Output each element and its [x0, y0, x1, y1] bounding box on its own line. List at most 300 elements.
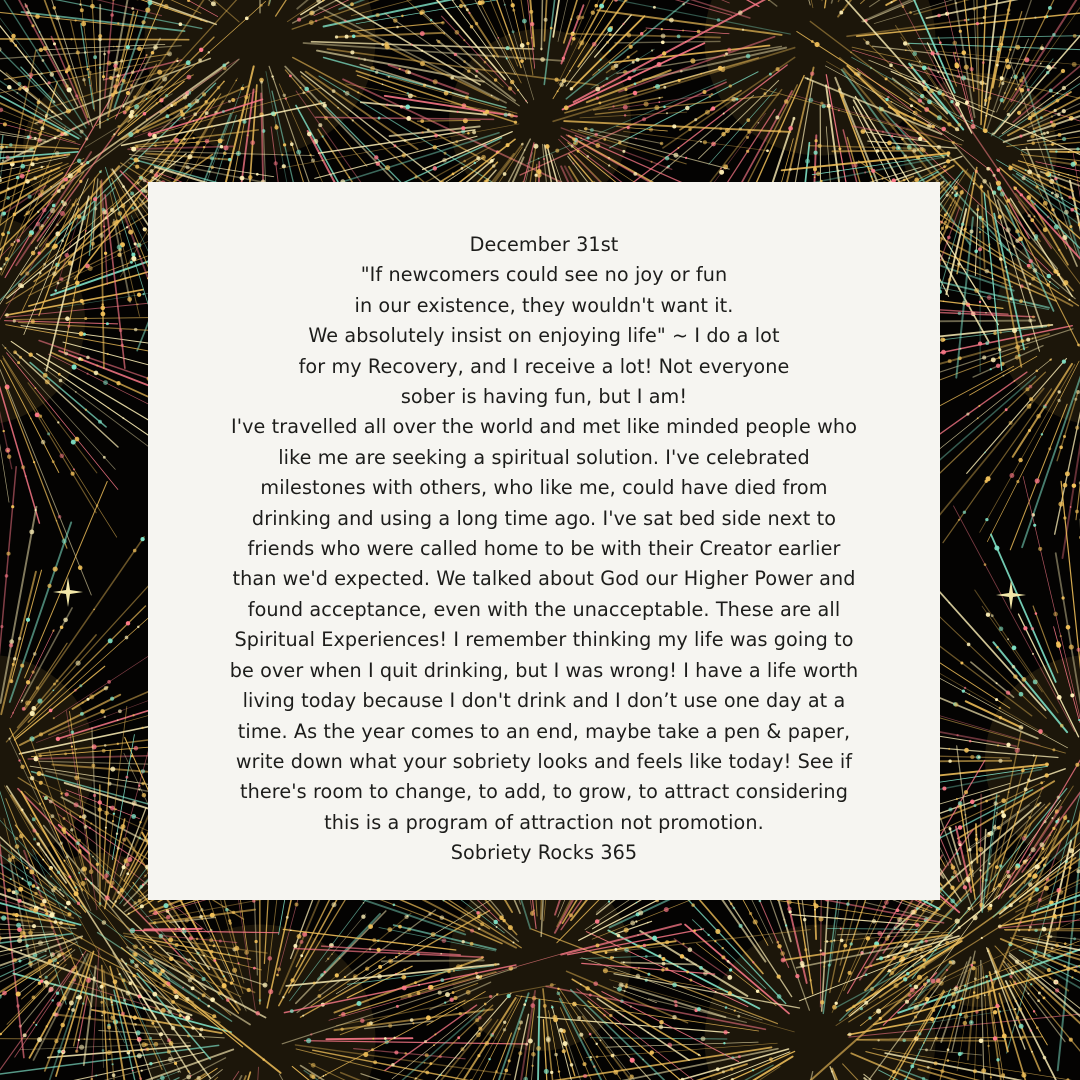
firework-spark	[506, 143, 510, 147]
firework-spark	[80, 8, 84, 12]
firework-spark	[1058, 390, 1061, 393]
firework-spark	[411, 43, 413, 45]
firework-spark	[633, 91, 638, 96]
firework-spark	[466, 8, 469, 11]
firework-spark	[467, 132, 470, 135]
firework-spark	[161, 98, 164, 101]
firework-spark	[223, 151, 227, 155]
firework-spark	[271, 111, 276, 116]
firework-spark	[110, 697, 114, 701]
firework-spark	[63, 618, 68, 623]
firework-spark	[991, 190, 993, 192]
firework-spark	[461, 126, 465, 130]
firework-spark	[985, 341, 989, 345]
firework-spark	[57, 421, 59, 423]
firework-spark	[199, 48, 203, 52]
firework-spark	[111, 0, 115, 1]
firework-spark	[122, 79, 126, 83]
firework-spark	[624, 948, 629, 953]
firework-spark	[104, 686, 108, 690]
firework-spark	[964, 748, 969, 753]
firework-spark	[1031, 627, 1034, 630]
firework-spark	[99, 91, 101, 93]
firework-spark	[21, 465, 25, 469]
firework-spark	[475, 1018, 479, 1022]
firework-spark	[948, 760, 951, 763]
firework-spark	[455, 1007, 457, 1009]
firework-spark	[457, 1036, 460, 1039]
firework-streak	[361, 1074, 508, 1080]
firework-spark	[991, 357, 996, 362]
firework-spark	[344, 19, 347, 22]
firework-spark	[974, 249, 978, 253]
firework-spark	[1012, 665, 1016, 669]
firework-spark	[461, 1047, 465, 1051]
firework-spark	[6, 146, 9, 149]
firework-spark	[551, 1006, 554, 1009]
firework-spark	[103, 380, 108, 385]
firework-spark	[174, 138, 179, 143]
firework-spark	[721, 993, 723, 995]
firework-spark	[966, 413, 969, 416]
firework-spark	[45, 243, 49, 247]
firework-spark	[645, 955, 648, 958]
firework-spark	[617, 987, 622, 992]
firework-spark	[108, 407, 110, 409]
firework-spark	[56, 520, 58, 522]
firework-spark	[685, 157, 687, 159]
firework-spark	[186, 60, 191, 65]
firework-spark	[43, 373, 48, 378]
firework-spark	[88, 266, 93, 271]
firework-spark	[406, 116, 411, 121]
firework-spark	[941, 350, 946, 355]
firework-spark	[0, 108, 3, 113]
firework-spark	[1048, 447, 1051, 450]
firework-spark	[973, 183, 975, 185]
firework-spark	[444, 152, 447, 155]
firework-spark	[1041, 847, 1044, 850]
firework-spark	[606, 77, 609, 80]
firework-spark	[357, 91, 359, 93]
firework-spark	[135, 165, 139, 169]
firework-spark	[688, 947, 693, 952]
firework-spark	[623, 961, 625, 963]
firework-spark	[454, 53, 457, 56]
firework-spark	[241, 87, 244, 90]
firework-spark	[996, 364, 1000, 368]
firework-spark	[508, 925, 513, 930]
firework-spark	[162, 141, 164, 143]
firework-spark	[609, 1014, 612, 1017]
firework-spark	[728, 961, 730, 963]
firework-spark	[884, 900, 889, 905]
firework-spark	[531, 37, 533, 39]
firework-spark	[1006, 743, 1010, 747]
firework-spark	[131, 70, 135, 74]
firework-spark	[736, 98, 739, 101]
firework-spark	[508, 113, 511, 116]
firework-spark	[749, 912, 752, 915]
firework-spark	[1035, 478, 1040, 483]
firework-spark	[182, 141, 186, 145]
firework-spark	[1058, 249, 1060, 251]
firework-spark	[677, 965, 679, 967]
firework-spark	[393, 18, 398, 23]
firework-spark	[672, 1015, 676, 1019]
firework-spark	[666, 112, 668, 114]
firework-spark	[387, 941, 389, 943]
firework-spark	[394, 1050, 398, 1054]
firework-spark	[651, 49, 653, 51]
firework-spark	[716, 1067, 720, 1071]
firework-spark	[20, 164, 25, 169]
firework-spark	[73, 468, 75, 470]
firework-spark	[273, 78, 275, 80]
firework-spark	[662, 51, 666, 55]
firework-spark	[382, 83, 384, 85]
firework-spark	[384, 1037, 387, 1040]
firework-spark	[64, 178, 68, 182]
firework-spark	[64, 753, 67, 756]
firework-spark	[441, 21, 445, 25]
firework-spark	[420, 61, 425, 66]
firework-spark	[724, 1054, 726, 1056]
firework-spark	[75, 391, 77, 393]
firework-spark	[595, 143, 600, 148]
firework-spark	[654, 105, 659, 110]
firework-spark	[544, 18, 548, 22]
firework-spark	[39, 732, 43, 736]
firework-spark	[99, 121, 101, 123]
firework-spark	[13, 657, 16, 660]
firework-spark	[470, 942, 474, 946]
firework-spark	[365, 967, 369, 971]
firework-spark	[378, 965, 382, 969]
firework-spark	[967, 19, 969, 21]
firework-spark	[985, 800, 988, 803]
firework-spark	[135, 129, 139, 133]
firework-spark	[974, 804, 977, 807]
firework-spark	[418, 984, 420, 986]
firework-spark	[35, 247, 38, 250]
firework-spark	[785, 924, 787, 926]
firework-spark	[948, 278, 952, 282]
firework-spark	[550, 27, 553, 30]
firework-spark	[457, 111, 459, 113]
firework-spark	[522, 19, 527, 24]
firework-spark	[795, 974, 799, 978]
firework-spark	[49, 799, 53, 803]
firework-spark	[729, 84, 732, 87]
firework-spark	[271, 75, 273, 77]
firework-spark	[594, 133, 598, 137]
firework-spark	[102, 75, 105, 78]
firework-spark	[536, 1046, 541, 1051]
firework-spark	[358, 57, 360, 59]
firework-spark	[401, 975, 406, 980]
firework-spark	[493, 920, 497, 924]
firework-spark	[622, 1015, 624, 1017]
firework-spark	[58, 515, 62, 519]
firework-spark	[504, 1069, 508, 1073]
firework-spark	[1036, 414, 1041, 419]
firework-spark	[345, 35, 349, 39]
firework-spark	[693, 929, 696, 932]
firework-spark	[1033, 216, 1035, 218]
firework-spark	[408, 93, 413, 98]
firework-spark	[1015, 229, 1019, 233]
firework-spark	[323, 1075, 325, 1077]
firework-spark	[998, 215, 1002, 219]
firework-spark	[6, 196, 10, 200]
firework-spark	[439, 1074, 441, 1076]
firework-spark	[1019, 299, 1023, 303]
firework-spark	[38, 132, 42, 136]
firework-spark	[850, 942, 853, 945]
firework-spark	[116, 74, 119, 77]
firework-spark	[630, 1005, 632, 1007]
firework-spark	[970, 755, 974, 759]
firework-spark	[21, 700, 23, 702]
firework-spark	[603, 138, 606, 141]
firework-spark	[29, 529, 34, 534]
firework-spark	[420, 31, 425, 36]
firework-spark	[1046, 283, 1050, 287]
firework-spark	[717, 18, 721, 22]
firework-spark	[452, 173, 455, 176]
firework-spark	[624, 928, 629, 933]
firework-spark	[976, 237, 978, 239]
firework-spark	[203, 146, 205, 148]
firework-spark	[1, 232, 5, 236]
firework-spark	[1028, 319, 1032, 323]
firework-spark	[95, 1074, 97, 1076]
firework-spark	[977, 417, 979, 419]
firework-spark	[598, 101, 601, 104]
firework-spark	[335, 35, 338, 38]
firework-spark	[553, 1017, 558, 1022]
firework-spark	[223, 66, 227, 70]
firework-spark	[212, 1014, 216, 1018]
firework-spark	[232, 968, 237, 973]
firework-spark	[730, 902, 733, 905]
firework-streak	[370, 1019, 491, 1080]
firework-spark	[627, 126, 630, 129]
firework-spark	[697, 30, 701, 34]
firework-spark	[960, 662, 963, 665]
firework-spark	[141, 727, 143, 729]
firework-spark	[1024, 276, 1026, 278]
firework-spark	[595, 4, 599, 8]
firework-spark	[459, 1012, 462, 1015]
firework-spark	[725, 52, 728, 55]
firework-spark	[569, 913, 573, 917]
firework-spark	[1008, 248, 1010, 250]
firework-spark	[985, 480, 988, 483]
firework-spark	[1025, 169, 1027, 171]
firework-spark	[476, 156, 480, 160]
firework-spark	[642, 117, 646, 121]
firework-spark	[753, 919, 758, 924]
firework-spark	[1043, 227, 1048, 232]
firework-spark	[30, 418, 32, 420]
firework-spark	[658, 97, 660, 99]
firework-spark	[699, 966, 703, 970]
firework-spark	[562, 1049, 566, 1053]
firework-spark	[38, 252, 41, 255]
firework-spark	[41, 440, 46, 445]
firework-spark	[66, 84, 69, 87]
firework-spark	[996, 682, 998, 684]
firework-spark	[940, 338, 945, 343]
firework-spark	[664, 907, 669, 912]
firework-spark	[444, 1002, 446, 1004]
firework-spark	[434, 134, 438, 138]
firework-spark	[10, 243, 14, 247]
firework-spark	[1029, 397, 1033, 401]
firework-spark	[463, 39, 465, 41]
firework-spark	[7, 231, 10, 234]
firework-spark	[1051, 192, 1054, 195]
firework-spark	[289, 75, 292, 78]
firework-spark	[53, 683, 56, 686]
firework-spark	[186, 75, 191, 80]
firework-spark	[53, 567, 58, 572]
firework-spark	[739, 924, 743, 928]
firework-spark	[993, 331, 997, 335]
firework-spark	[420, 9, 425, 14]
firework-spark	[510, 80, 514, 84]
firework-spark	[402, 153, 406, 157]
firework-spark	[9, 679, 13, 683]
firework-spark	[557, 992, 561, 996]
firework-streak	[0, 467, 16, 689]
firework-spark	[1051, 208, 1054, 211]
firework-spark	[1032, 315, 1035, 318]
firework-spark	[85, 409, 87, 411]
firework-spark	[533, 909, 535, 911]
firework-spark	[66, 281, 70, 285]
firework-spark	[496, 993, 498, 995]
firework-spark	[644, 102, 649, 107]
firework-spark	[1033, 755, 1035, 757]
firework-spark	[13, 350, 17, 354]
firework-spark	[41, 166, 44, 169]
firework-spark	[623, 105, 628, 110]
firework-spark	[162, 76, 167, 81]
firework-spark	[311, 1075, 315, 1079]
firework-spark	[598, 69, 600, 71]
firework-spark	[930, 1017, 934, 1021]
firework-spark	[26, 211, 30, 215]
firework-spark	[437, 40, 440, 43]
firework-spark	[307, 132, 312, 137]
firework-spark	[723, 113, 725, 115]
firework-spark	[1070, 208, 1074, 212]
firework-spark	[307, 91, 309, 93]
firework-spark	[635, 920, 637, 922]
firework-spark	[442, 158, 447, 163]
firework-spark	[350, 50, 354, 54]
firework-spark	[331, 902, 336, 907]
firework-spark	[386, 103, 389, 106]
firework-spark	[563, 1041, 568, 1046]
firework-spark	[43, 263, 46, 266]
firework-spark	[688, 128, 691, 131]
firework-spark	[186, 165, 190, 169]
firework-spark	[440, 953, 442, 955]
firework-spark	[985, 312, 987, 314]
firework-spark	[5, 574, 9, 578]
firework-spark	[13, 213, 16, 216]
firework-spark	[79, 331, 84, 336]
firework-spark	[1062, 359, 1066, 363]
firework-spark	[934, 1061, 938, 1065]
firework-spark	[100, 709, 105, 714]
firework-spark	[64, 253, 69, 258]
firework-spark	[82, 701, 84, 703]
firework-spark	[91, 242, 95, 246]
firework-spark	[1075, 426, 1079, 430]
firework-spark	[438, 991, 442, 995]
firework-spark	[143, 178, 147, 182]
firework-spark	[302, 92, 305, 95]
firework-spark	[174, 995, 179, 1000]
firework-spark	[507, 994, 511, 998]
firework-spark	[1047, 324, 1050, 327]
firework-spark	[71, 440, 76, 445]
firework-spark	[1069, 225, 1072, 228]
firework-spark	[116, 114, 118, 116]
firework-spark	[98, 420, 102, 424]
firework-spark	[1032, 653, 1034, 655]
firework-spark	[622, 150, 625, 153]
firework-spark	[737, 1015, 740, 1018]
firework-spark	[1019, 692, 1024, 697]
firework-spark	[344, 976, 346, 978]
firework-spark	[108, 638, 113, 643]
firework-spark	[71, 472, 75, 476]
firework-spark	[1034, 17, 1036, 19]
firework-spark	[14, 44, 17, 47]
firework-spark	[512, 30, 515, 33]
firework-spark	[1012, 646, 1017, 651]
firework-spark	[9, 38, 13, 42]
firework-spark	[591, 11, 595, 15]
firework-spark	[388, 76, 390, 78]
firework-spark	[286, 916, 289, 919]
firework-spark	[835, 1002, 838, 1005]
firework-spark	[595, 87, 600, 92]
firework-spark	[689, 979, 692, 982]
firework-spark	[1013, 380, 1015, 382]
firework-spark	[703, 971, 708, 976]
firework-spark	[640, 32, 643, 35]
firework-spark	[30, 76, 32, 78]
firework-spark	[56, 129, 59, 132]
firework-spark	[367, 1022, 371, 1026]
firework-spark	[339, 957, 341, 959]
firework-spark	[7, 450, 9, 452]
firework-spark	[839, 11, 843, 15]
firework-spark	[1045, 404, 1047, 406]
firework-spark	[151, 51, 155, 55]
firework-spark	[559, 1028, 563, 1032]
firework-spark	[980, 185, 984, 189]
firework-spark	[635, 138, 637, 140]
firework-spark	[502, 919, 505, 922]
